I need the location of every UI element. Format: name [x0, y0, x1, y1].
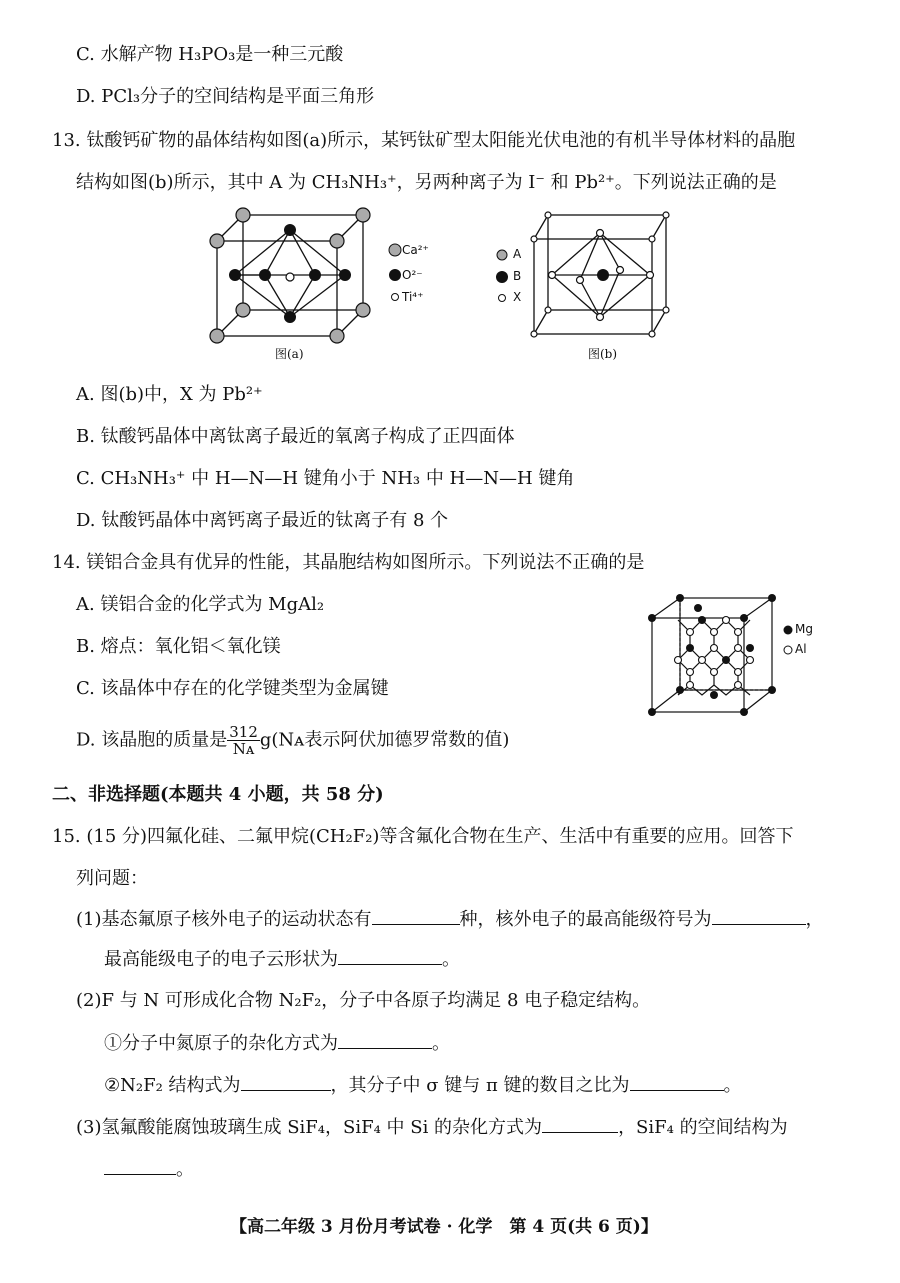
q15-stem-line1: 15. (15 分)四氟化硅、二氟甲烷(CH₂F₂)等含氟化合物在生产、生活中有重要的应用。回答下 [52, 826, 794, 847]
q15-part3-line2 [104, 1156, 194, 1183]
q15-p2a-end: 。 [432, 1033, 450, 1054]
q15-part1-line2 [104, 946, 460, 973]
q14-option-b: B. 熔点：氧化铝＜氧化镁 [76, 636, 281, 657]
legend-ca: Ca²⁺ [402, 243, 429, 257]
legend-o: O²⁻ [402, 268, 423, 282]
q13-stem-line1: 13. 钛酸钙矿物的晶体结构如图(a)所示，某钙钛矿型太阳能光伏电池的有机半导体材料的晶胞 [52, 130, 796, 151]
q14-stem: 14. 镁铝合金具有优异的性能，其晶胞结构如图所示。下列说法不正确的是 [52, 552, 645, 573]
q15-p1-text-d: 最高能级电子的电子云形状为 [104, 949, 338, 970]
figure-mgal-crystal [638, 590, 818, 725]
q14-option-d [76, 724, 509, 757]
q15-p3-text-b: ，SiF₄ 的空间结构为 [618, 1117, 788, 1138]
q15-part2-sub2 [104, 1072, 742, 1099]
answer-blank-8[interactable] [104, 1156, 176, 1175]
mass-fraction [227, 724, 260, 757]
q12-option-d: D. PCl₃分子的空间结构是平面三角形 [76, 86, 375, 107]
answer-blank-7[interactable] [542, 1114, 618, 1133]
section-two-heading: 二、非选择题(本题共 4 小题，共 58 分) [52, 784, 384, 805]
q14-option-d-suffix: g(Nᴀ表示阿伏加德罗常数的值) [259, 729, 510, 751]
q13-option-d: D. 钛酸钙晶体中离钙离子最近的钛离子有 8 个 [76, 510, 449, 531]
q15-p2a-text: ①分子中氮原子的杂化方式为 [104, 1033, 338, 1054]
legend-al: Al [795, 642, 807, 656]
q15-p1-text-a: (1)基态氟原子核外电子的运动状态有 [76, 909, 372, 930]
answer-blank-4[interactable] [338, 1030, 432, 1049]
fraction-denominator: Nᴀ [232, 740, 255, 758]
answer-blank-5[interactable] [241, 1072, 331, 1091]
q15-part3-line1 [76, 1114, 788, 1141]
legend-b: B [513, 269, 522, 283]
fraction-numerator: 312 [229, 723, 258, 741]
q13-option-b: B. 钛酸钙晶体中离钛离子最近的氧离子构成了正四面体 [76, 426, 515, 447]
legend-x: X [513, 290, 522, 304]
q15-p1-text-b: 种，核外电子的最高能级符号为 [459, 909, 712, 930]
q13-option-a: A. 图(b)中，X 为 Pb²⁺ [76, 384, 263, 405]
q15-p2b-text-1: ②N₂F₂ 结构式为 [104, 1075, 241, 1096]
legend-mg: Mg [795, 622, 813, 636]
q15-part2: (2)F 与 N 可形成化合物 N₂F₂，分子中各原子均满足 8 电子稳定结构。 [76, 990, 651, 1011]
q15-stem-line2: 列问题： [76, 868, 148, 889]
answer-blank-2[interactable] [712, 906, 806, 925]
q15-p1-text-c: ， [805, 909, 824, 930]
q15-p3-text-c: 。 [176, 1159, 194, 1180]
figure-a-crystal [205, 205, 435, 365]
q15-part2-sub1 [104, 1030, 450, 1057]
figure-a-caption: 图(a) [275, 347, 304, 361]
answer-blank-3[interactable] [338, 946, 442, 965]
q12-option-c: C. 水解产物 H₃PO₃是一种三元酸 [76, 44, 344, 65]
q14-option-a: A. 镁铝合金的化学式为 MgAl₂ [76, 594, 325, 615]
answer-blank-1[interactable] [372, 906, 460, 925]
legend-ti: Ti⁴⁺ [402, 290, 424, 304]
q14-option-d-prefix: D. 该晶胞的质量是 [76, 729, 228, 751]
q15-p1-text-e: 。 [442, 949, 460, 970]
page-footer: 【高二年级 3 月份月考试卷 · 化学 第 4 页(共 6 页)】 [230, 1217, 658, 1237]
q15-part1-line1 [76, 906, 824, 933]
q13-option-c: C. CH₃NH₃⁺ 中 H—N—H 键角小于 NH₃ 中 H—N—H 键角 [76, 468, 575, 489]
q15-p2b-text-2: ，其分子中 σ 键与 π 键的数目之比为 [330, 1075, 630, 1096]
q15-p2b-text-3: 。 [723, 1075, 742, 1096]
answer-blank-6[interactable] [630, 1072, 724, 1091]
q14-option-c: C. 该晶体中存在的化学键类型为金属键 [76, 678, 389, 699]
figure-b-caption: 图(b) [588, 347, 618, 361]
legend-a: A [513, 247, 522, 261]
q15-p3-text-a: (3)氢氟酸能腐蚀玻璃生成 SiF₄，SiF₄ 中 Si 的杂化方式为 [76, 1117, 543, 1138]
q13-stem-line2: 结构如图(b)所示，其中 A 为 CH₃NH₃⁺，另两种离子为 I⁻ 和 Pb²⁺。下列说法正确的是 [76, 172, 777, 193]
